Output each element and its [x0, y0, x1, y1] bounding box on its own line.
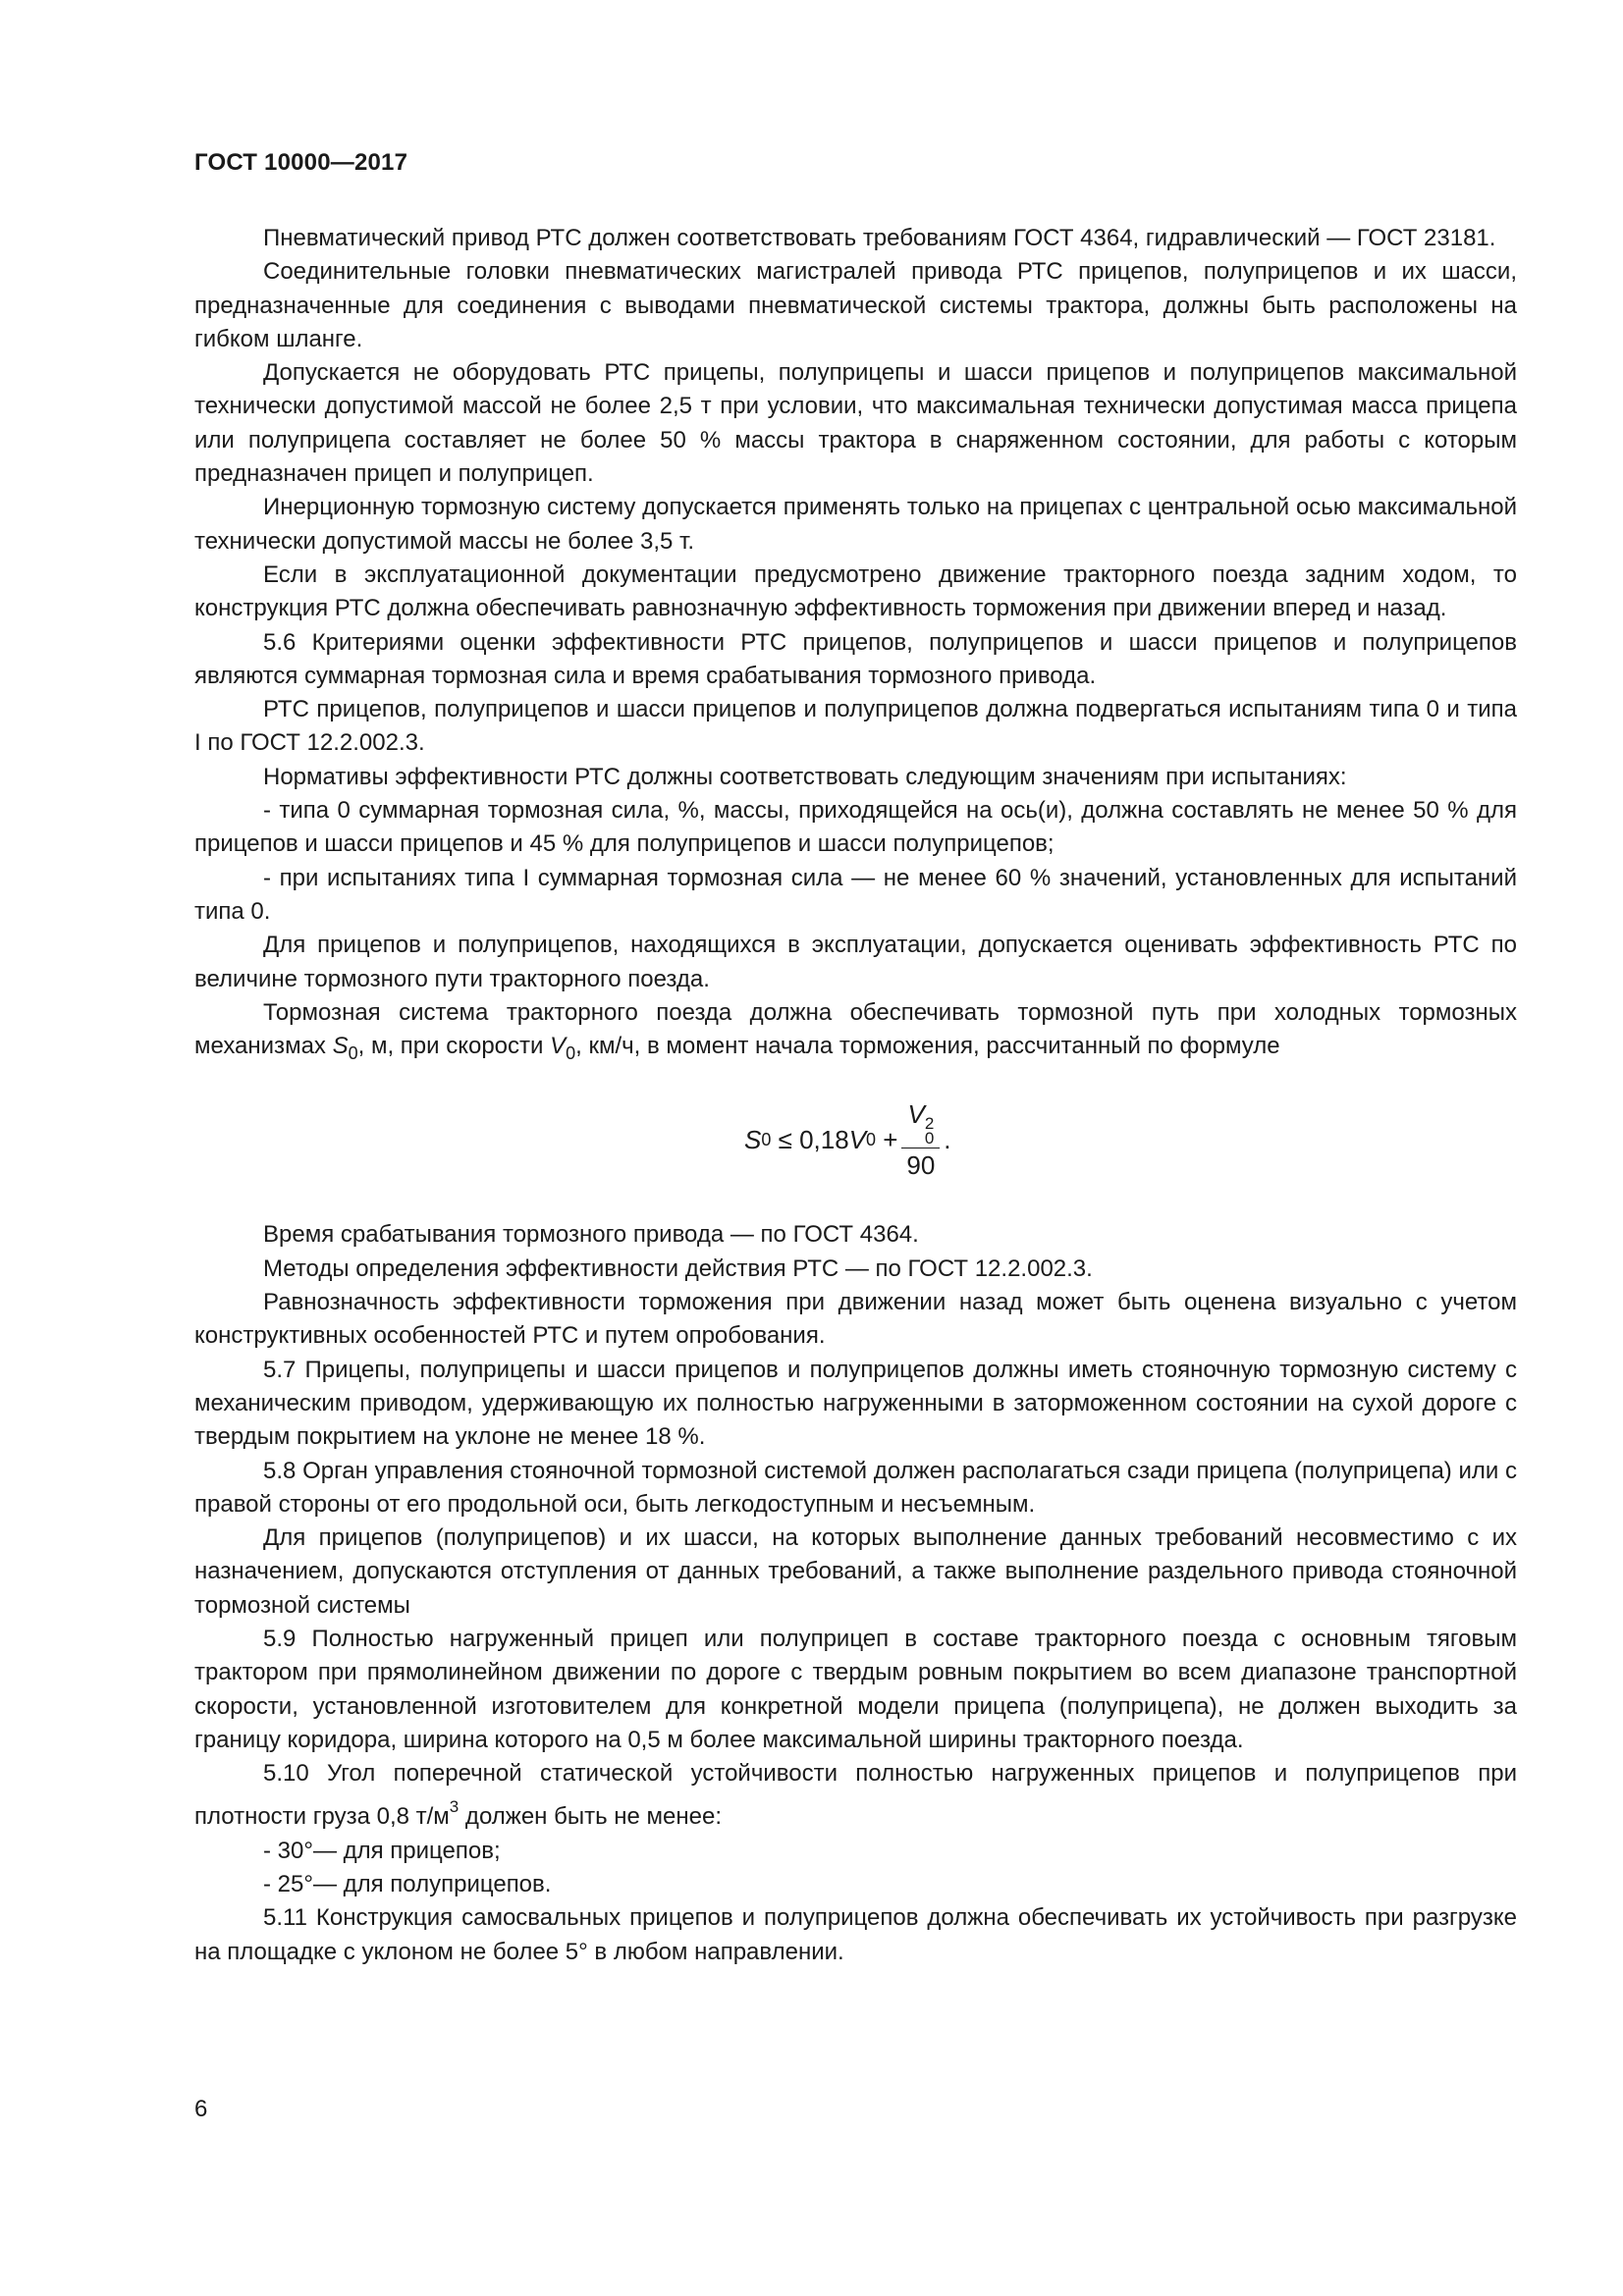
paragraph: Для прицепов и полуприцепов, находящихся в эксплуатации, допускается оценивать эффективность РТС по величине тормозного пути тракторного поезда. [194, 932, 1517, 992]
formula-expression: S 0 ≤ 0,18 V 0 + V 2 0 90 . [744, 1099, 951, 1181]
page-number: 6 [194, 2096, 208, 2122]
paragraph: 5.9 Полностью нагруженный прицеп или полуприцеп в составе тракторного поезда с основным тяговым трактором при прямолинейном движении по дороге с твердым ровным покрытием во всем диапазоне транспортной скорости, установленной изготовителем для конкретной модели прицепа (полуприцепа), не должен выходить за границу коридора, ширина которого на 0,5 м более максимальной ширины тракторного поезда. [194, 1625, 1517, 1753]
paragraph: Допускается не оборудовать РТС прицепы, полуприцепы и шасси прицепов и полуприцепов максимальной технически допустимой массой не более 2,5 т при условии, что максимальная технически допустимая масса прицепа или полуприцепа составляет не более 50 % массы трактора в снаряженном состоянии, для работы с которым предназначен прицеп и полуприцеп. [194, 359, 1517, 488]
document-header: ГОСТ 10000—2017 [194, 149, 408, 176]
stability-paragraph: 5.10 Угол поперечной статической устойчивости полностью нагруженных прицепов и полуприцепов при плотности груза 0,8 $т/м^3$ должен быть не менее: [194, 1760, 1517, 1831]
paragraph: Методы определения эффективности действия РТС — по ГОСТ 12.2.002.3. [263, 1255, 1093, 1282]
brake-distance-paragraph: Тормозная система тракторного поезда должна обеспечивать тормозной путь при холодных тормозных механизмах $S_0$, м, при скорости $V_0$, км/ч, в момент начала торможения, рассчитанный по формуле [194, 998, 1517, 1064]
paragraph: Если в эксплуатационной документации предусмотрено движение тракторного поезда задним ходом, то конструкция РТС должна обеспечивать равнозначную эффективность торможения при движении вперед и назад. [194, 561, 1517, 622]
document-body [194, 222, 1517, 1969]
paragraph: Инерционную тормозную систему допускается применять только на прицепах с центральной осью максимальной технически допустимой массы не более 3,5 т. [194, 494, 1517, 555]
fraction-denominator: 90 [906, 1150, 936, 1181]
brake-distance-formula [194, 1070, 1517, 1218]
paragraph: - типа 0 суммарная тормозная сила, %, массы, приходящейся на ось(и), должна составлять не менее 50 % для прицепов и шасси прицепов и 45 % для полуприцепов и шасси полуприцепов; [194, 797, 1517, 858]
paragraph: - при испытаниях типа I суммарная тормозная сила — не менее 60 % значений, установленных для испытаний типа 0. [194, 864, 1517, 925]
fraction-numerator: V 2 0 [901, 1099, 940, 1148]
formula-fraction [901, 1099, 940, 1180]
paragraph: РТС прицепов, полуприцепов и шасси прицепов и полуприцепов должна подвергаться испытаниям типа 0 и типа I по ГОСТ 12.2.002.3. [194, 696, 1517, 757]
paragraph: Соединительные головки пневматических магистралей привода РТС прицепов, полуприцепов и их шасси, предназначенные для соединения с выводами пневматической системы трактора, должны быть расположены на гибком шланге. [194, 258, 1517, 352]
paragraph: - 25°— для полуприцепов. [263, 1871, 552, 1898]
paragraph: Пневматический привод РТС должен соответствовать требованиям ГОСТ 4364, гидравлический — ГОСТ 23181. [263, 225, 1496, 251]
paragraph: 5.6 Критериями оценки эффективности РТС прицепов, полуприцепов и шасси прицепов и полуприцепов являются суммарная тормозная сила и время срабатывания тормозного привода. [194, 628, 1517, 689]
paragraph: - 30°— для прицепов; [263, 1837, 501, 1864]
paragraph: Нормативы эффективности РТС должны соответствовать следующим значениям при испытаниях: [263, 763, 1347, 790]
paragraph: 5.8 Орган управления стояночной тормозной системой должен располагаться сзади прицепа (полуприцепа) или с правой стороны от его продольной оси, быть легкодоступным и несъемным. [194, 1457, 1517, 1518]
paragraph: Время срабатывания тормозного привода — по ГОСТ 4364. [263, 1221, 919, 1249]
paragraph: Для прицепов (полуприцепов) и их шасси, на которых выполнение данных требований несовместимо с их назначением, допускаются отступления от данных требований, а также выполнение раздельного привода стояночной тормозной системы [194, 1524, 1517, 1619]
paragraph: Равнозначность эффективности торможения при движении назад может быть оценена визуально с учетом конструктивных особенностей РТС и путем опробования. [194, 1289, 1517, 1350]
paragraph: 5.11 Конструкция самосвальных прицепов и полуприцепов должна обеспечивать их устойчивость при разгрузке на площадке с уклоном не более 5° в любом направлении. [194, 1904, 1517, 1965]
paragraph: 5.7 Прицепы, полуприцепы и шасси прицепов и полуприцепов должны иметь стояночную тормозную систему с механическим приводом, удерживающую их полностью нагруженными в заторможенном состоянии на сухой дороге с твердым покрытием на уклоне не менее 18 %. [194, 1356, 1517, 1451]
